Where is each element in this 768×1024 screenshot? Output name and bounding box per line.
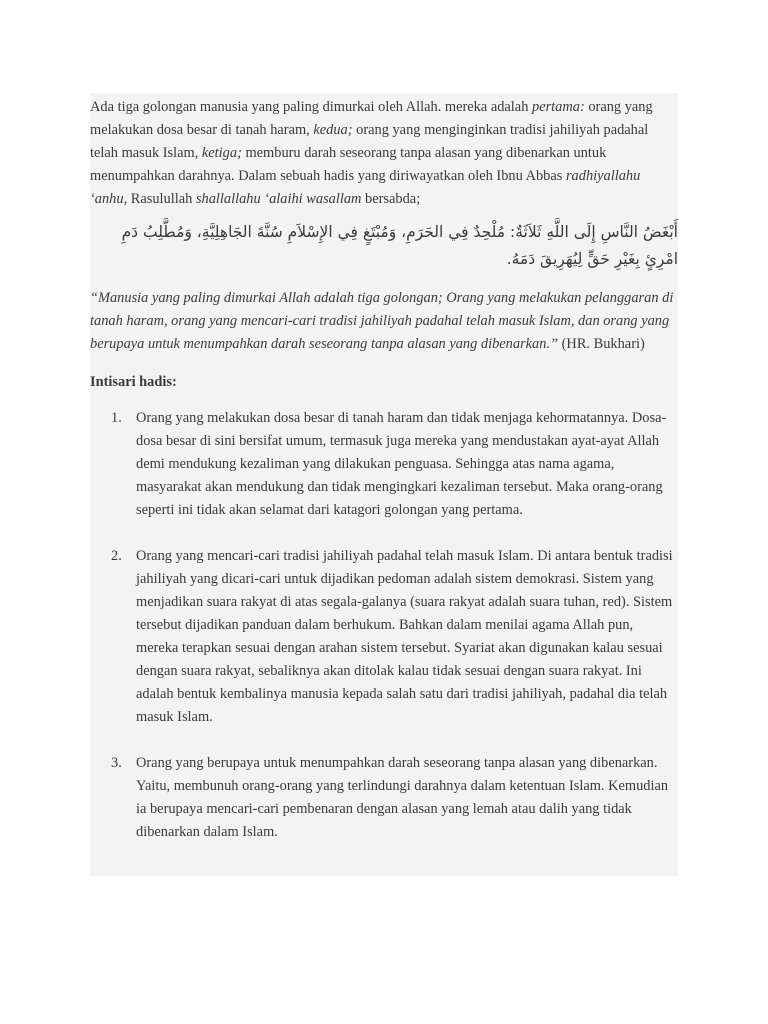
arabic-hadith: أَبْغَضُ النَّاسِ إِلَى اللَّهِ ثَلاَثَةٌ: مُلْحِدٌ فِي الحَرَمِ، وَمُبْتَغٍ فِي الإِسْلاَمِ سُنَّةَ الجَاهِلِيَّةِ، وَمُطَّلِبُ دَمِ امْرِئٍ بِغَيْرِ حَقٍّ لِيُهَرِيقَ دَمَهُ.: [121, 223, 678, 268]
intro-paragraph: [90, 96, 678, 211]
list-item-text: Orang yang berupaya untuk menumpahkan darah seseorang tanpa alasan yang dibenarkan. Yaitu, membunuh orang-orang yang terlindungi darahnya dalam ketentuan Islam. Kemudian ia berupaya mencari-cari pembenaran dengan alasan yang lemah atau dalih yang tidak dibenarkan dalam Islam.: [136, 755, 669, 840]
hadith-translation: [90, 287, 678, 356]
intro-text: orang yang melakukan dosa besar di tanah haram,: [90, 99, 653, 138]
intro-emphasis: radhiyallahu ‘anhu: [90, 168, 641, 207]
intro-emphasis: kedua;: [313, 122, 353, 138]
list-number: 3.: [111, 755, 122, 771]
intro-text: Ada tiga golongan manusia yang paling dimurkai oleh Allah. mereka adalah: [90, 99, 532, 115]
intro-text: , Rasulullah: [123, 191, 196, 207]
article-body: [90, 96, 678, 867]
section-heading: Intisari hadis:: [90, 374, 177, 390]
intro-text: memburu darah seseorang tanpa alasan yang dibenarkan untuk menumpahkan darahnya. Dalam sebuah hadis yang diriwayatkan oleh Ibnu Abbas: [90, 145, 607, 184]
intro-emphasis: pertama:: [532, 99, 585, 115]
summary-list: [90, 407, 678, 844]
hadith-source: (HR. Bukhari): [558, 336, 645, 352]
list-item-text: Orang yang melakukan dosa besar di tanah haram dan tidak menjaga kehormatannya. Dosa-dosa besar di sini bersifat umum, termasuk juga mereka yang mendustakan ayat-ayat Allah demi mendukung kezaliman yang dilakukan penguasa. Sehingga atas nama agama, masyarakat akan mendukung dan tidak mengingkari kezaliman tersebut. Maka orang-orang seperti ini tidak akan selamat dari katagori golongan yang pertama.: [136, 410, 667, 518]
translation-text: “Manusia yang paling dimurkai Allah adalah tiga golongan; Orang yang melakukan pelanggaran di tanah haram, orang yang mencari-cari tradisi jahiliyah padahal telah masuk Islam, dan orang yang berupaya untuk menumpahkan darah seseorang tanpa alasan yang dibenarkan.”: [90, 290, 674, 352]
list-number: 1.: [111, 410, 122, 426]
list-item: [90, 545, 678, 729]
intro-emphasis: ketiga;: [201, 145, 242, 161]
list-item: [90, 407, 678, 522]
list-number: 2.: [111, 548, 122, 564]
intro-text: orang yang menginginkan tradisi jahiliyah padahal telah masuk Islam,: [90, 122, 649, 161]
intro-text: bersabda;: [361, 191, 421, 207]
intro-emphasis: shallallahu ‘alaihi wasallam: [195, 191, 362, 207]
list-item-text: Orang yang mencari-cari tradisi jahiliyah padahal telah masuk Islam. Di antara bentuk tradisi jahiliyah yang dicari-cari untuk dijadikan pedoman adalah sistem demokrasi. Sistem yang menjadikan suara rakyat di atas segala-galanya (suara rakyat adalah suara tuhan, red). Sistem tersebut dijadikan panduan dalam berhukum. Bahkan dalam menilai agama Allah pun, mereka terapkan sesuai dengan arahan sistem tersebut. Syariat akan digunakan kalau sesuai dengan suara rakyat, sebaliknya akan ditolak kalau tidak sesuai dengan suara rakyat. Ini adalah bentuk kembalinya manusia kepada salah satu dari tradisi jahiliyah, padahal dia telah masuk Islam.: [136, 548, 673, 725]
list-item: [90, 752, 678, 844]
